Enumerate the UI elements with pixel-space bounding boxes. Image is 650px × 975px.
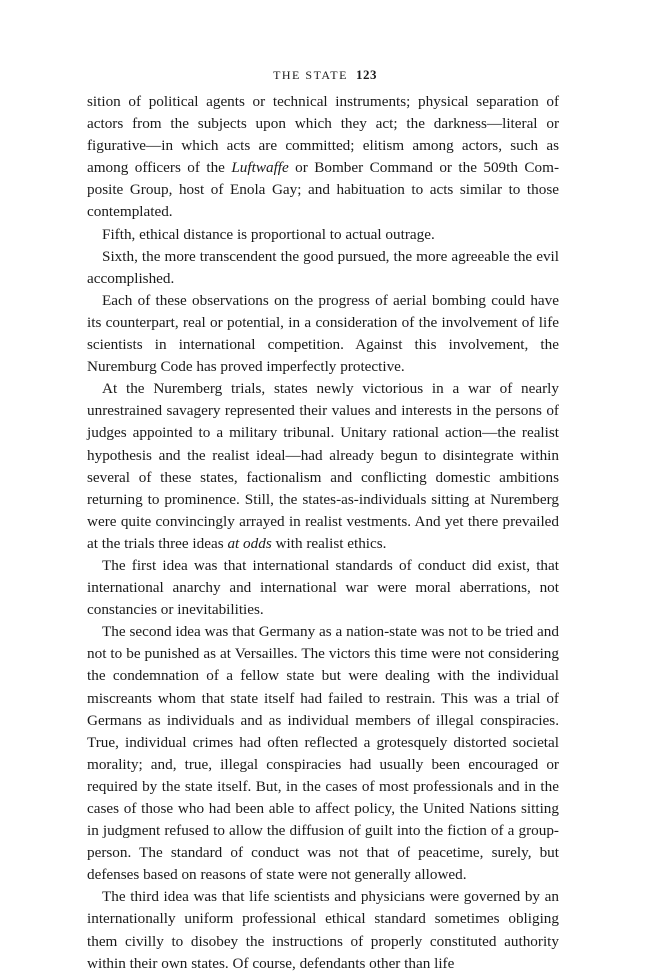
italic-emphasis: at odds bbox=[227, 534, 272, 552]
paragraph: At the Nuremberg trials, states newly victorious in a war of nearly unrestrained savagery represented their values and interests in the persons of judges appointed to a military tribunal. Unitary rational action—the realist hypothesis and the realist ideal—had already begun to disintegrate within several of these states, factionalism and conflicting domestic ambitions returning to prominence. Still, the states-as-individuals sitting at Nuremberg were quite convincingly arrayed in realist vestments. And yet there prevailed at the trials three ideas at odds with realist ethics. bbox=[87, 380, 559, 552]
paragraph: Sixth, the more transcendent the good pursued, the more agreeable the evil accomplished. bbox=[87, 247, 559, 287]
paragraph: Fifth, ethical distance is proportional to actual outrage. bbox=[102, 225, 435, 243]
paragraph: Each of these observations on the progress of aerial bombing could have its counterpart, real or potential, in a consideration of the involvement of life scientists in international competition. Against this involvement, the Nuremburg Code has proved imperfectly protective. bbox=[87, 291, 559, 376]
page-number: 123 bbox=[355, 67, 377, 82]
body-text bbox=[87, 91, 559, 975]
paragraph: The second idea was that Germany as a nation-state was not to be tried and not to be punished as at Versailles. The victors this time were not considering the condemnation of a fellow state but were dealing with the individual miscreants whom that state itself had failed to restrain. This was a trial of Germans as individuals and as individual members of illegal conspiracies. True, individual crimes had often reflected a grotesquely distorted societal morality; and, true, illegal conspiracies had usually been encouraged or required by the state itself. But, in the cases of most professionals and in the cases of those who had been able to affect policy, the United Nations sitting in judgment refused to allow the diffusion of guilt into the fiction of a group-person. The standard of conduct was not that of peacetime, surely, but defenses based on reasons of state were not generally allowed. bbox=[87, 623, 559, 884]
running-header bbox=[60, 67, 590, 83]
paragraph: The first idea was that international standards of conduct did exist, that international anarchy and international war were moral aberrations, not constancies or inevitabilities. bbox=[87, 556, 559, 619]
italic-emphasis: Luftwaffe bbox=[231, 159, 289, 177]
paragraph: The third idea was that life scientists and physicians were governed by an internationally uniform professional ethical standard sometimes obliging them civilly to disobey the instructions of properly constituted authority within their own states. Of course, defendants other than life bbox=[87, 888, 559, 972]
running-head-title: THE STATE bbox=[273, 68, 348, 82]
paragraph: sition of political agents or technical instruments; physical separation of actors from the subjects upon which they act; the darkness—literal or figurative—in which acts are committed; elitism among actors, such as among officers of the Luftwaffe or Bomber Command or the 509th Composite Group, host of Enola Gay; and habituation to acts similar to those contemplated. bbox=[87, 93, 559, 221]
